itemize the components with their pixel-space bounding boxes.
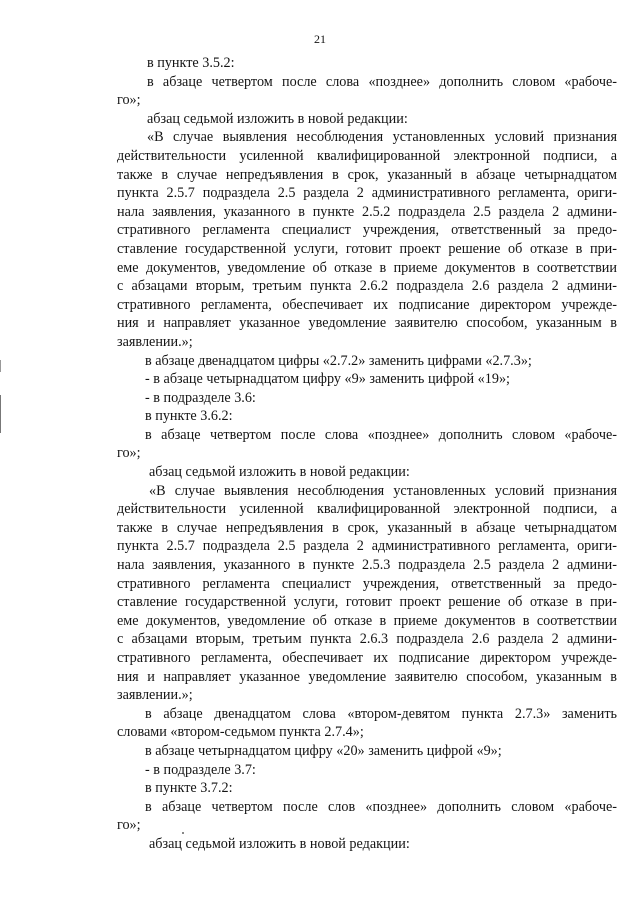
page-number: 21	[314, 32, 326, 46]
text-line: еме документов, уведомление об отказе в приеме документов в соответствии	[117, 612, 617, 629]
text-line: ния и направляет указанное уведомление заявителю способом, указанным в	[117, 668, 617, 685]
text-line: ставление государственной услуги, готовит проект решение об отказе в при-	[117, 594, 617, 611]
text-line: также в случае непредъявления в срок, указанный в абзаце четырнадцатом	[117, 166, 617, 183]
text-line: в пункте 3.6.2:	[145, 408, 233, 425]
text-line: действительности усиленной квалифицированной электронной подписи, а	[117, 147, 617, 164]
text-line: - в подразделе 3.6:	[145, 389, 256, 406]
text-line: стративного регламента, обеспечивает их подписание директором учрежде-	[117, 296, 617, 313]
text-line: ния и направляет указанное уведомление заявителю способом, указанным в	[117, 315, 617, 332]
text-line: нала заявления, указанного в пункте 2.5.3 подраздела 2.5 раздела 2 админи-	[117, 557, 617, 574]
text-line: стративного регламента специалист учреждения, ответственный за предо-	[117, 575, 617, 592]
text-line: в абзаце четвертом после слова «позднее» дополнить словом «рабоче-	[147, 73, 617, 90]
text-line: пункта 2.5.7 подраздела 2.5 раздела 2 административного регламента, ориги-	[117, 538, 617, 555]
margin-scan-mark	[0, 360, 1, 372]
text-line: абзац седьмой изложить в новой редакции:	[149, 464, 410, 481]
text-line: в абзаце двенадцатом слова «втором-девятом пункта 2.7.3» заменить	[145, 705, 617, 722]
text-line: в абзаце четвертом после слова «позднее» дополнить словом «рабоче-	[145, 426, 617, 443]
text-line: с абзацами вторым, третьим пункта 2.6.3 подраздела 2.6 раздела 2 админи-	[117, 631, 617, 648]
text-line: го»;	[117, 92, 141, 109]
text-line: заявлении.»;	[117, 333, 193, 350]
text-line: нала заявления, указанного в пункте 2.5.2 подраздела 2.5 раздела 2 админи-	[117, 203, 617, 220]
text-line: ставление государственной услуги, готовит проект решение об отказе в при-	[117, 240, 617, 257]
text-line: с абзацами вторым, третьим пункта 2.6.2 подраздела 2.6 раздела 2 админи-	[117, 278, 617, 295]
text-line: абзац седьмой изложить в новой редакции:	[147, 110, 408, 127]
text-line: в абзаце четвертом после слов «позднее» дополнить словом «рабоче-	[145, 798, 617, 815]
text-line: стративного регламента специалист учреждения, ответственный за предо-	[117, 222, 617, 239]
scan-speck	[182, 832, 184, 834]
margin-scan-mark	[0, 395, 1, 433]
text-line: «В случае выявления несоблюдения установленных условий признания	[147, 129, 617, 146]
text-line: в абзаце двенадцатом цифры «2.7.2» заменить цифрами «2.7.3»;	[145, 352, 532, 369]
text-line: действительности усиленной квалифицированной электронной подписи, а	[117, 501, 617, 518]
text-line: в абзаце четырнадцатом цифру «20» заменить цифрой «9»;	[145, 742, 502, 759]
text-line: - в абзаце четырнадцатом цифру «9» заменить цифрой «19»;	[145, 371, 510, 388]
text-line: в пункте 3.7.2:	[145, 780, 233, 797]
text-line: еме документов, уведомление об отказе в приеме документов в соответствии	[117, 259, 617, 276]
text-line: пункта 2.5.7 подраздела 2.5 раздела 2 административного регламента, ориги-	[117, 185, 617, 202]
document-body	[117, 54, 617, 854]
text-line: «В случае выявления несоблюдения установленных условий признания	[149, 482, 617, 499]
text-line: также в случае непредъявления в срок, указанный в абзаце четырнадцатом	[117, 519, 617, 536]
text-line: заявлении.»;	[117, 687, 193, 704]
text-line: абзац седьмой изложить в новой редакции:	[149, 835, 410, 852]
text-line: словами «втором-седьмом пункта 2.7.4»;	[117, 724, 364, 741]
text-line: - в подразделе 3.7:	[145, 761, 256, 778]
text-line: в пункте 3.5.2:	[147, 55, 235, 71]
text-line: го»;	[117, 445, 141, 462]
text-line: стративного регламента, обеспечивает их подписание директором учрежде-	[117, 650, 617, 666]
text-line: го»;	[117, 817, 141, 834]
